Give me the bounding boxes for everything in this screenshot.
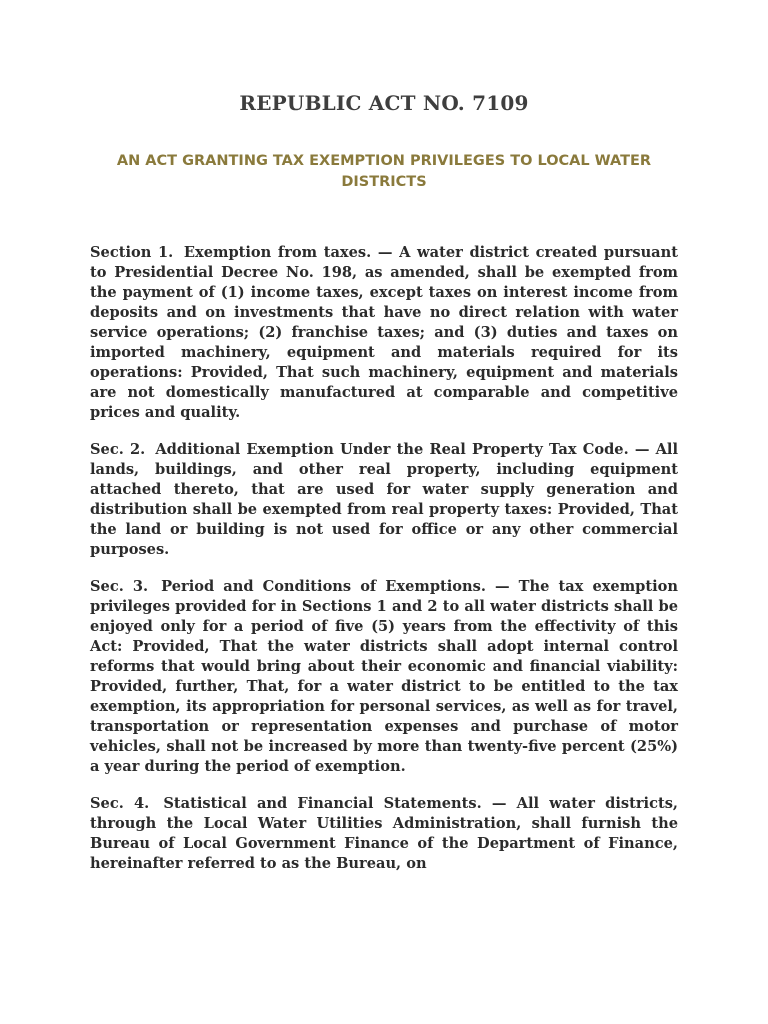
section-text: Additional Exemption Under the Real Property Tax Code. — All lands, buildings, and other real property, including equipment attached thereto, that are used for water supply generation and distribution shall be exempted from real property taxes: Provided, That the land or building is not used for office or any other commercial purposes. xyxy=(90,441,678,558)
document-title: REPUBLIC ACT NO. 7109 xyxy=(239,91,529,115)
section-text: Period and Conditions of Exemptions. — The tax exemption privileges provided for in Sections 1 and 2 to all water districts shall be enjoyed only for a period of five (5) years from the effectivity of this Act: Provided, That the water districts shall adopt internal control reforms that would bring about their economic and financial viability: Provided, further, That, for a water district to be entitled to the tax exemption, its appropriation for personal services, as well as for travel, transportation or representation expenses and purchase of motor vehicles, shall not be increased by more than twenty-five percent (25%) a year during the period of exemption. xyxy=(90,578,678,775)
section-number: Sec. 4. xyxy=(90,795,150,812)
document-body xyxy=(90,243,678,891)
section-3 xyxy=(90,577,678,777)
section-number: Sec. 3. xyxy=(90,578,149,595)
section-text: Exemption from taxes. — A water district created pursuant to Presidential Decree No. 198, as amended, shall be exempted from the payment of (1) income taxes, except taxes on interest income from deposits and on investments that have no direct relation with water service operations; (2) franchise taxes; and (3) duties and taxes on imported machinery, equipment and materials required for its operations: Provided, That such machinery, equipment and materials are not domestically manufactured at comparable and competitive prices and quality. xyxy=(90,244,678,421)
section-1 xyxy=(90,243,678,423)
section-2 xyxy=(90,440,678,560)
section-number: Section 1. xyxy=(90,244,174,261)
section-number: Sec. 2. xyxy=(90,441,146,458)
section-4 xyxy=(90,794,678,874)
document-subtitle: AN ACT GRANTING TAX EXEMPTION PRIVILEGES TO LOCAL WATER DISTRICTS xyxy=(116,153,652,190)
section-text: Statistical and Financial Statements. — All water districts, through the Local Water Utilities Administration, shall furnish the Bureau of Local Government Finance of the Department of Finance, hereinafter referred to as the Bureau, on xyxy=(90,795,678,872)
